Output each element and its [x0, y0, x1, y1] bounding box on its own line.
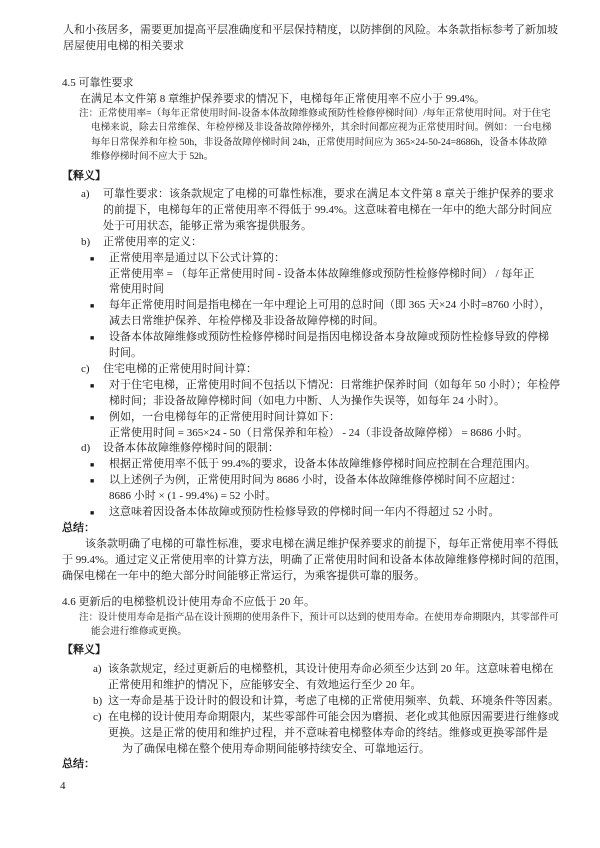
item-line: 为了确保电梯在整个使用寿命期间能够持续安全、可靠地运行。 [122, 742, 430, 755]
item-line: 该条款规定，经过更新后的电梯整机，其设计使用寿命必须至少达到 20 年。这意味着电梯在 [108, 663, 554, 675]
bullet-line: 正常使用率是通过以下公式计算的： [109, 251, 285, 264]
bullet-marker: ■ [90, 509, 95, 517]
bullet-line: 正常使用时间 = 365×24 - 50（日常保养和年检） - 24（非设备故障停梯） = 8686 小时。 [109, 426, 529, 439]
bullet-line: 对于住宅电梯，正常使用时间不包括以下情况：日常维护保养时间（如每年 50 小时）；年检停 [109, 378, 560, 391]
bullet-marker: ■ [90, 334, 95, 343]
summary-line: 该条款明确了电梯的可靠性标准，要求电梯在满足维护保养要求的前提下，每年正常使用率不得低 [85, 537, 558, 550]
note-line: 每年日常保养和年检 50h，非设备故障停梯时间 24h，正常使用时间应为 365×24-50-24=8686h，设备本体故障 [91, 136, 548, 148]
item-line: 可靠性要求：该条款规定了电梯的可靠性标准，要求在满足本文件第 8 章关于维护保养的要求 [103, 188, 554, 200]
bullet-marker: ■ [90, 413, 95, 422]
note-line: 维修停梯时间不应大于 52h。 [91, 151, 214, 162]
item-line: 处于可用状态，能够正常为乘客提供服务。 [103, 219, 312, 232]
bullet-line: 减去日常维护保养、年检停梯及非设备故障停梯的时间。 [109, 315, 384, 328]
item-letter-marker: c) [93, 710, 102, 723]
bullet-line: 正常使用率 = （每年正常使用时间 - 设备本体故障维修或预防性检修停梯时间） / 每年正 [109, 267, 535, 280]
interpretation-label: 【释义】 [62, 644, 106, 656]
item-line: 设备本体故障维修停梯时间的限制： [103, 442, 279, 455]
item-line: 正常使用率的定义： [103, 235, 202, 248]
bullet-line: 每年正常使用时间是指电梯在一年中理论上可用的总时间（即 365 天×24 小时=8760 小时）， [109, 299, 551, 312]
item-letter-marker: a) [93, 663, 102, 675]
bullet-marker: ■ [90, 461, 95, 470]
item-line: 正常使用和维护的情况下，应能够安全、有效地运行至少 20 年。 [108, 678, 422, 691]
summary-label: 总结： [62, 758, 95, 771]
section-heading: 4.5 可靠性要求 [62, 77, 134, 89]
note-line: 注：设计使用寿命是指产品在设计预期的使用条件下，预计可以达到的使用寿命。在使用寿命期限内，其零部件可 [79, 611, 559, 623]
summary-line: 于 99.4%。通过定义正常使用率的计算方法，明确了正常使用时间和设备本体故障维修停梯时间的范围， [62, 553, 567, 566]
item-line: 在电梯的设计使用寿命期限内，某些零部件可能会因为磨损、老化或其他原因需要进行维修或 [108, 710, 559, 723]
note-line: 注：正常使用率=（每年正常使用时间-设备本体故障维修或预防性检修停梯时间）/每年正常使用时间。对于住宅 [79, 107, 551, 119]
section-heading: 4.6 更新后的电梯整机设计使用寿命不应低于 20 年。 [62, 596, 315, 608]
item-letter-marker: b) [93, 694, 103, 707]
bullet-line: 例如，一台电梯每年的正常使用时间计算如下： [109, 410, 340, 423]
bullet-line: 这意味着因设备本体故障或预防性检修导致的停梯时间一年内不得超过 52 小时。 [109, 506, 500, 518]
item-line: 住宅电梯的正常使用时间计算： [103, 362, 257, 375]
bullet-marker: ■ [90, 477, 95, 486]
item-line: 这一寿命是基于设计时的假设和计算，考虑了电梯的正常使用频率、负载、环境条件等因素。 [108, 694, 559, 707]
paragraph-line: 居屋使用电梯的相关要求 [63, 39, 184, 52]
bullet-marker: ■ [90, 302, 95, 311]
bullet-line: 根据正常使用率不低于 99.4%的要求，设备本体故障维修停梯时间应控制在合理范围内。 [109, 458, 537, 471]
item-line: 更换。这是正常的使用和维护过程，并不意味着电梯整体寿命的终结。维修或更换零部件是 [108, 726, 548, 739]
summary-label: 总结： [62, 521, 95, 534]
note-line: 电梯来说，除去日常维保、年检停梯及非设备故障停梯外，其余时间都应视为正常使用时间。例如：一台电梯 [91, 122, 552, 133]
bullet-line: 设备本体故障维修或预防性检修停梯时间是指因电梯设备本身故障或预防性检修导致的停梯 [109, 331, 549, 344]
page-number: 4 [60, 780, 66, 792]
clause-line: 在满足本文件第 8 章维护保养要求的情况下，电梯每年正常使用率不应小于 99.4%。 [80, 92, 486, 105]
note-line: 能会进行维修或更换。 [91, 626, 187, 637]
bullet-line: 以上述例子为例，正常使用时间为 8686 小时，设备本体故障维修停梯时间不应超过： [109, 474, 522, 487]
item-letter-marker: c) [81, 362, 90, 375]
summary-line: 确保电梯在一年中的绝大部分时间能够正常运行，为乘客提供可靠的服务。 [62, 569, 425, 582]
item-line: 的前提下，电梯每年的正常使用率不得低于 99.4%。这意味着电梯在一年中的绝大部分时间应 [103, 203, 553, 216]
bullet-line: 8686 小时 × (1 - 99.4%) = 52 小时。 [109, 490, 277, 503]
item-letter-marker: d) [81, 442, 91, 455]
item-letter-marker: b) [81, 235, 91, 248]
item-letter-marker: a) [81, 188, 90, 200]
bullet-line: 梯时间；非设备故障停梯时间（如电力中断、人为操作失误等，如每年 24 小时）。 [109, 394, 505, 407]
bullet-line: 常使用时间 [109, 283, 164, 296]
bullet-line: 时间。 [109, 347, 142, 359]
bullet-marker: ■ [90, 254, 95, 263]
bullet-marker: ■ [90, 381, 95, 390]
paragraph-line: 人和小孩居多，需要更加提高平层准确度和平层保持精度，以防摔倒的风险。本条款指标参考了新加坡 [63, 24, 558, 36]
interpretation-label: 【释义】 [62, 170, 106, 182]
